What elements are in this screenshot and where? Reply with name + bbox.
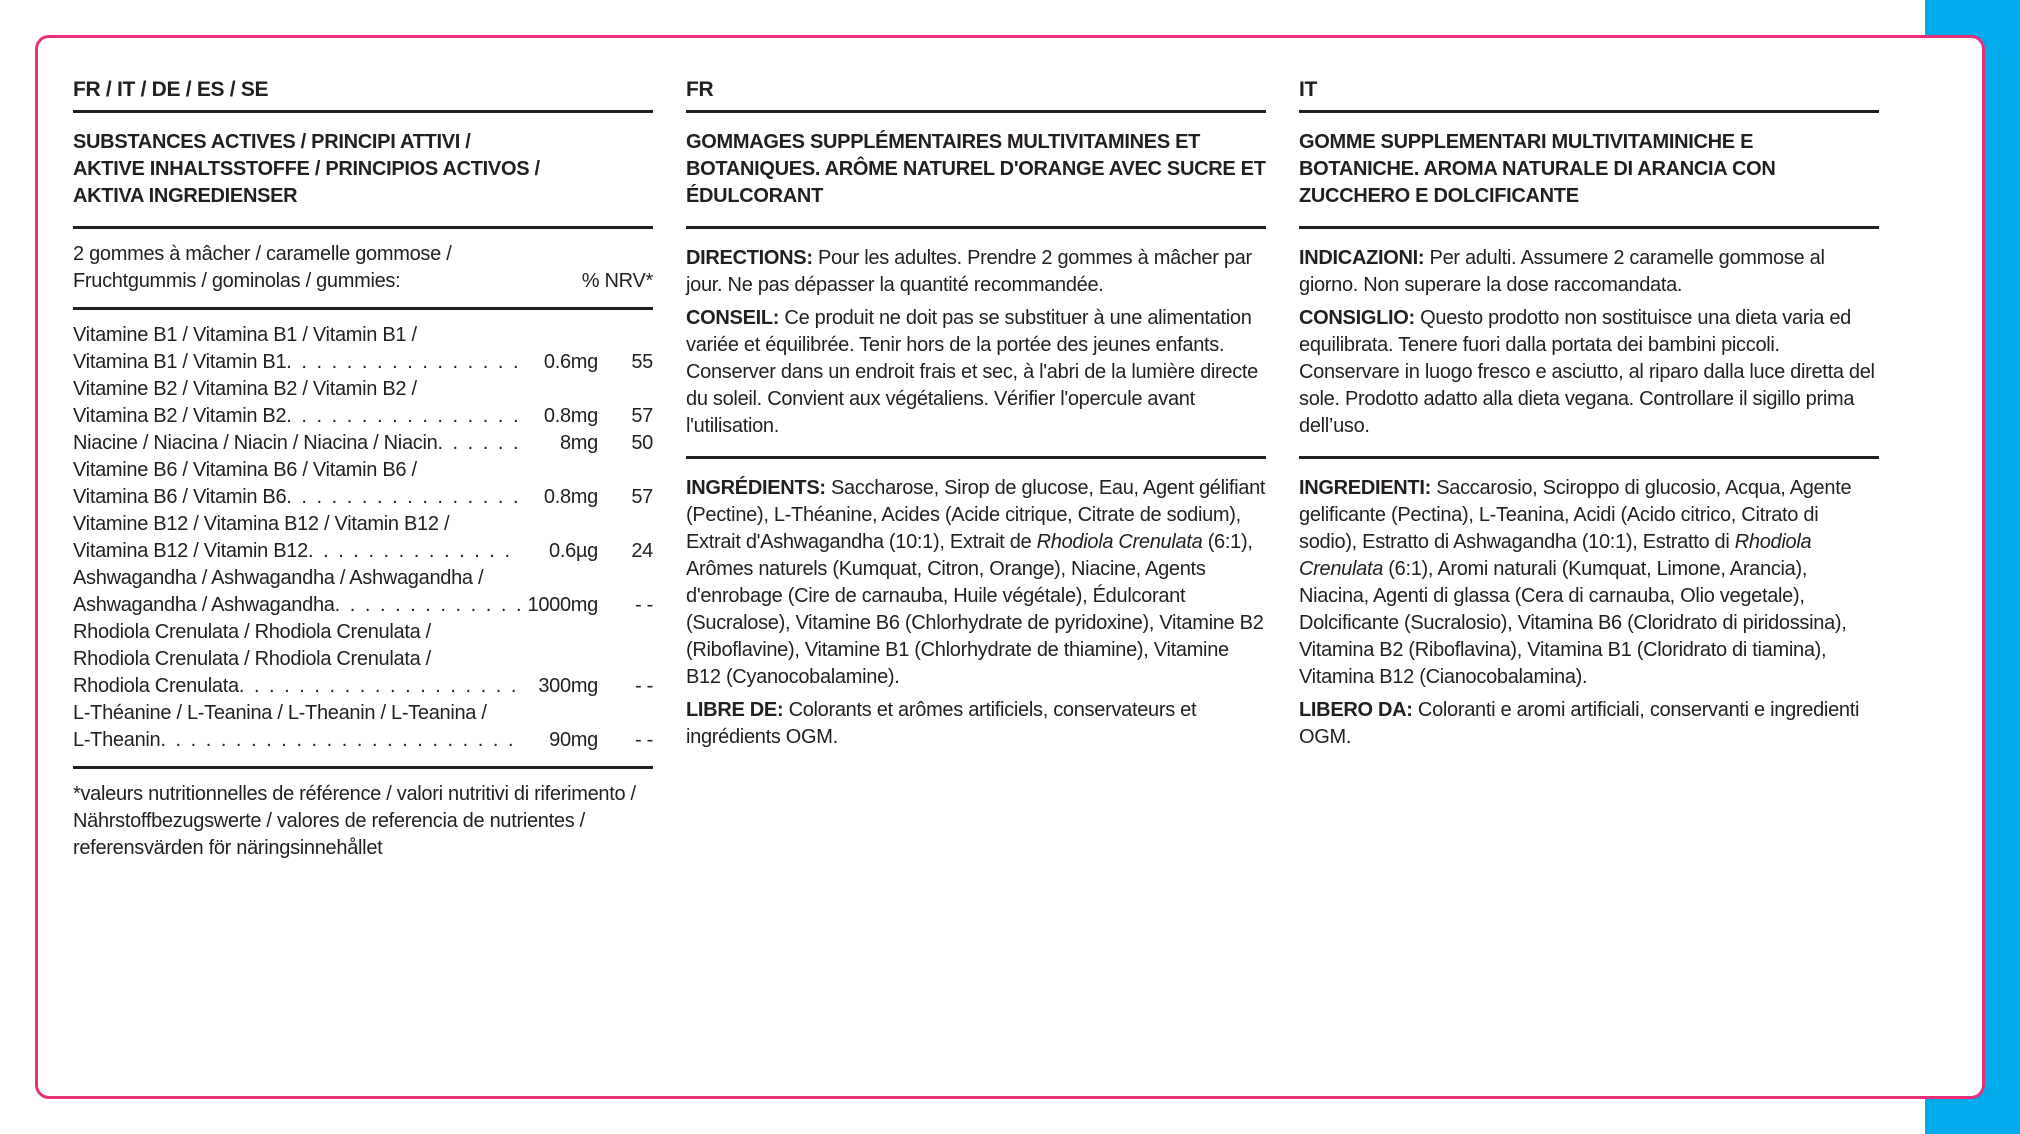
nutrient-nrv: - - (635, 594, 653, 616)
leader-dots (160, 727, 520, 754)
leader-dots (286, 484, 520, 511)
nutrient-row: L-Théanine / L-Teanina / L-Theanin / L-Teanina / L-Theanin . . . 90mg - - (73, 700, 653, 754)
free-from-paragraph: LIBRE DE: Colorants et arômes artificiels, conservateurs et ingrédients OGM. (686, 699, 1197, 748)
language-code: IT (1299, 78, 1318, 101)
ingredients-block (1299, 459, 1879, 767)
nrv-header: % NRV* (581, 270, 653, 292)
nutrient-amount: 1000mg (527, 594, 598, 616)
nutrient-nrv: 55 (631, 351, 653, 373)
product-title: GOMMAGES SUPPLÉMENTAIRES MULTIVITAMINES ET BOTANIQUES. ARÔME NATUREL D'ORANGE AVEC SUCRE ET ÉDULCORANT (686, 131, 1266, 207)
label-panel (35, 35, 1985, 1099)
free-from-paragraph: LIBERO DA: Coloranti e aromi artificiali, conservanti e ingredienti OGM. (1299, 699, 1860, 748)
leader-dots (335, 592, 520, 619)
section-title: SUBSTANCES ACTIVES / PRINCIPI ATTIVI / AKTIVE INHALTSSTOFFE / PRINCIPIOS ACTIVOS / AKTIVA INGREDIENSER (73, 131, 540, 207)
ingredients-paragraph: INGRÉDIENTS: Saccharose, Sirop de glucose, Eau, Agent gélifiant (Pectine), L-Théanine, Acides (Acide citrique, Citrate de sodium), Extrait d'Ashwagandha (10:1), Extrait de Rhodiola Crenulata (6:1), Arômes naturels (Kumquat, Citron, Orange), Niacine, Agents d'enrobage (Cire de carnauba, Huile végétale), Édulcorant (Sucralose), Vitamine B6 (Chlorhydrate de pyridoxine), Vitamine B2 (Riboflavine), Vitamine B1 (Chlorhydrate de thiamine), Vitamine B12 (Cyanocobalamine). (686, 477, 1266, 688)
nutrient-amount: 8mg (559, 432, 598, 454)
nutrient-nrv: 50 (631, 432, 653, 454)
leader-dots (239, 673, 520, 700)
nutrient-amount: 0.8mg (543, 405, 598, 427)
leader-dots (286, 349, 520, 376)
advice-paragraph: CONSIGLIO: Questo prodotto non sostituisce una dieta varia ed equilibrata. Tenere fuori dalla portata dei bambini piccoli. Conservare in luogo fresco e asciutto, al riparo dalla luce diretta del sole. Prodotto adatto alla dieta vegana. Controllare il sigillo prima dell’uso. (1299, 307, 1875, 437)
nutrient-amount: 300mg (538, 675, 598, 697)
usage-block (1299, 229, 1879, 456)
ingredients-block (686, 459, 1266, 767)
nutrient-nrv: 24 (631, 540, 653, 562)
directions-paragraph: DIRECTIONS: Pour les adultes. Prendre 2 gommes à mâcher par jour. Ne pas dépasser la quantité recommandée. (686, 247, 1252, 296)
nutrient-row: Rhodiola Crenulata / Rhodiola Crenulata / Rhodiola Crenulata / Rhodiola Crenulata / Rhodiola Crenulata . . . 300mg - - (73, 619, 653, 700)
nutrient-row: Vitamine B12 / Vitamina B12 / Vitamin B12 / Vitamina B12 / Vitamin B12 . . . 0.6µg 24 (73, 511, 653, 565)
serving-header (73, 229, 653, 307)
nutrient-row: Ashwagandha / Ashwagandha / Ashwagandha / Ashwagandha / Ashwagandha . . . 1000mg - - (73, 565, 653, 619)
leader-dots (308, 538, 520, 565)
advice-paragraph: CONSEIL: Ce produit ne doit pas se substituer à une alimentation variée et équilibrée. Tenir hors de la portée des jeunes enfants. Conserver dans un endroit frais et sec, à l'abri de la lumière directe du soleil. Convient aux végétaliens. Vérifier l'opercule avant l'utilisation. (686, 307, 1258, 437)
nutrition-column (73, 72, 653, 862)
nutrient-row: Vitamine B6 / Vitamina B6 / Vitamin B6 / Vitamina B6 / Vitamin B6 . . . 0.8mg 57 (73, 457, 653, 511)
nutrient-row: Vitamine B2 / Vitamina B2 / Vitamin B2 / Vitamina B2 / Vitamin B2 . . . 0.8mg 57 (73, 376, 653, 430)
language-code: FR / IT / DE / ES / SE (73, 78, 269, 101)
french-column (686, 72, 1266, 767)
nutrient-row: Vitamine B1 / Vitamina B1 / Vitamin B1 / Vitamina B1 / Vitamin B1 . . . 0.6mg 55 (73, 322, 653, 376)
product-title: GOMME SUPPLEMENTARI MULTIVITAMINICHE E BOTANICHE. AROMA NATURALE DI ARANCIA CON ZUCCHERO E DOLCIFICANTE (1299, 131, 1776, 207)
nutrient-table (73, 310, 653, 766)
nutrient-row: Niacine / Niacina / Niacin / Niacina / Niacin . . . 8mg 50 (73, 430, 653, 457)
nutrient-amount: 0.6mg (543, 351, 598, 373)
language-code: FR (686, 78, 714, 101)
nutrient-nrv: 57 (631, 405, 653, 427)
directions-paragraph: INDICAZIONI: Per adulti. Assumere 2 caramelle gommose al giorno. Non superare la dose raccomandata. (1299, 247, 1825, 296)
ingredients-paragraph: INGREDIENTI: Saccarosio, Sciroppo di glucosio, Acqua, Agente gelificante (Pectina), L-Teanina, Acidi (Acido citrico, Citrato di sodio), Estratto di Ashwagandha (10:1), Estratto di Rhodiola Crenulata (6:1), Aromi naturali (Kumquat, Limone, Arancia), Niacina, Agenti di glassa (Cera di carnauba, Olio vegetale), Dolcificante (Sucralosio), Vitamina B6 (Cloridrato di piridossina), Vitamina B2 (Riboflavina), Vitamina B1 (Cloridrato di tiamina), Vitamina B12 (Cianocobalamina). (1299, 477, 1852, 688)
leader-dots (437, 430, 520, 457)
nutrient-nrv: - - (635, 729, 653, 751)
italian-column (1299, 72, 1879, 767)
nutrient-nrv: - - (635, 675, 653, 697)
nrv-footnote: *valeurs nutritionnelles de référence / valori nutritivi di riferimento / Nährstoffbezugswerte / valores de referencia de nutrientes / referensvärden för näringsinnehållet (73, 783, 636, 859)
nutrient-amount: 0.8mg (543, 486, 598, 508)
usage-block (686, 229, 1266, 456)
nutrient-nrv: 57 (631, 486, 653, 508)
nutrient-amount: 0.6µg (549, 540, 598, 562)
leader-dots (286, 403, 520, 430)
nutrient-amount: 90mg (549, 729, 598, 751)
serving-size: 2 gommes à mâcher / caramelle gommose / Fruchtgummis / gominolas / gummies: (73, 243, 452, 292)
